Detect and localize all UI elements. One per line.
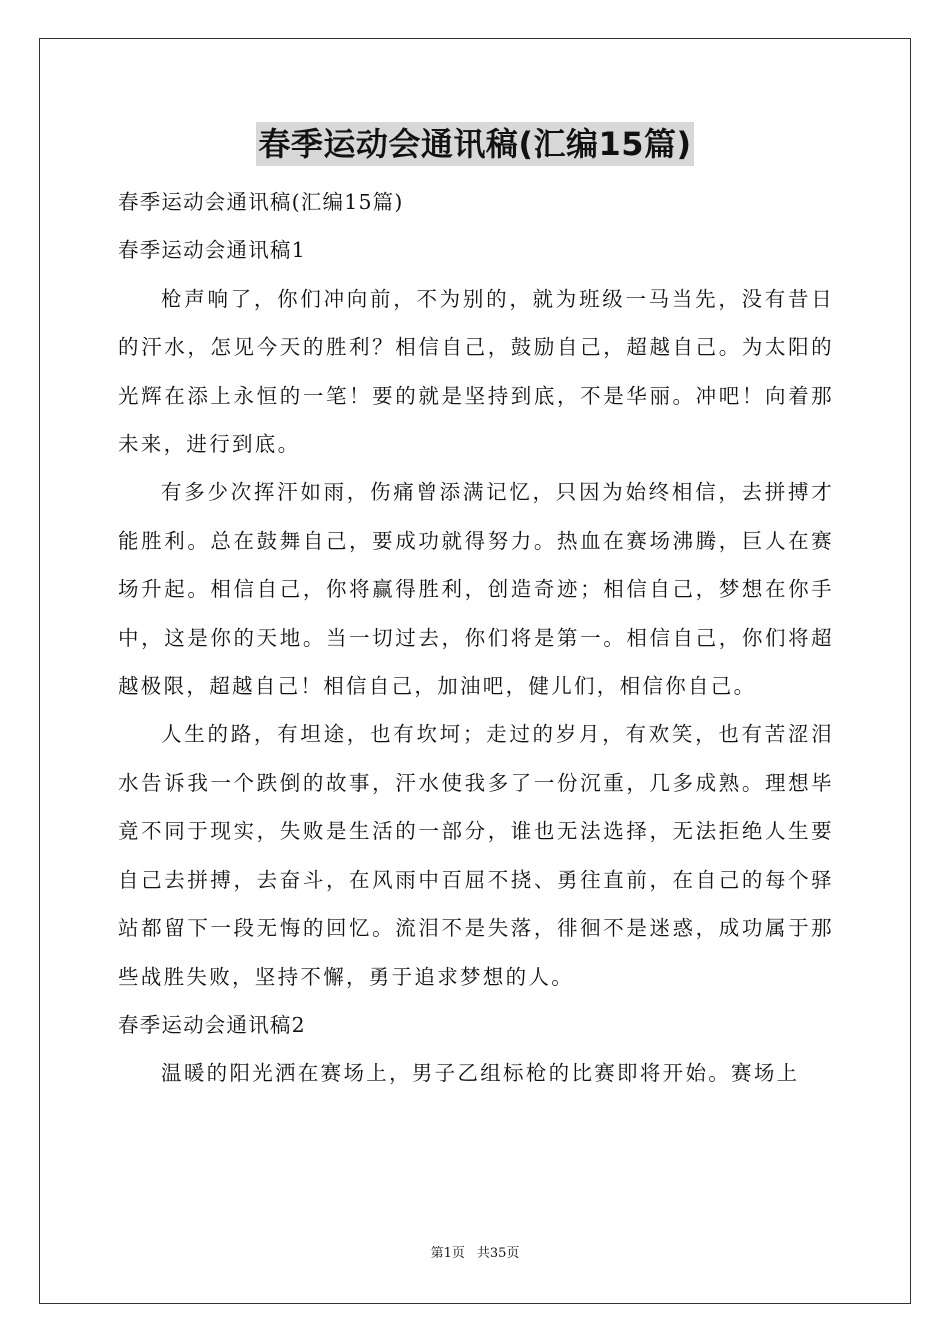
document-body [118, 178, 834, 1098]
section-heading-2: 春季运动会通讯稿2 [118, 1012, 306, 1037]
section-heading-1: 春季运动会通讯稿1 [118, 238, 306, 263]
document-title: 春季运动会通讯稿(汇编15篇) [256, 122, 693, 166]
page-number: 第1页 [430, 1246, 465, 1261]
paragraph: 人生的路，有坦途，也有坎坷；走过的岁月，有欢笑，也有苦涩泪水告诉我一个跌倒的故事，汗水使我多了一份沉重，几多成熟。理想毕竟不同于现实，失败是生活的一部分，谁也无法选择，无法拒绝人生要自己去拼搏，去奋斗，在风雨中百屈不挠、勇往直前，在自己的每个驿站都留下一段无悔的回忆。流泪不是失落，徘徊不是迷惑，成功属于那些战胜失败，坚持不懈，勇于追求梦想的人。 [118, 722, 834, 989]
paragraph: 温暖的阳光洒在赛场上，男子乙组标枪的比赛即将开始。赛场上 [161, 1061, 800, 1086]
page-total: 共35页 [476, 1246, 520, 1261]
title-container [0, 122, 950, 166]
paragraph: 有多少次挥汗如雨，伤痛曾添满记忆，只因为始终相信，去拼搏才能胜利。总在鼓舞自己，要成功就得努力。热血在赛场沸腾，巨人在赛场升起。相信自己，你将赢得胜利，创造奇迹；相信自己，梦想在你手中，这是你的天地。当一切过去，你们将是第一。相信自己，你们将超越极限，超越自己！相信自己，加油吧，健儿们，相信你自己。 [118, 480, 834, 699]
document-subtitle: 春季运动会通讯稿(汇编15篇) [118, 190, 404, 214]
page-footer [0, 1244, 950, 1264]
paragraph: 枪声响了，你们冲向前，不为别的，就为班级一马当先，没有昔日的汗水，怎见今天的胜利？相信自己，鼓励自己，超越自己。为太阳的光辉在添上永恒的一笔！要的就是坚持到底，不是华丽。冲吧！向着那未来，进行到底。 [118, 286, 834, 457]
